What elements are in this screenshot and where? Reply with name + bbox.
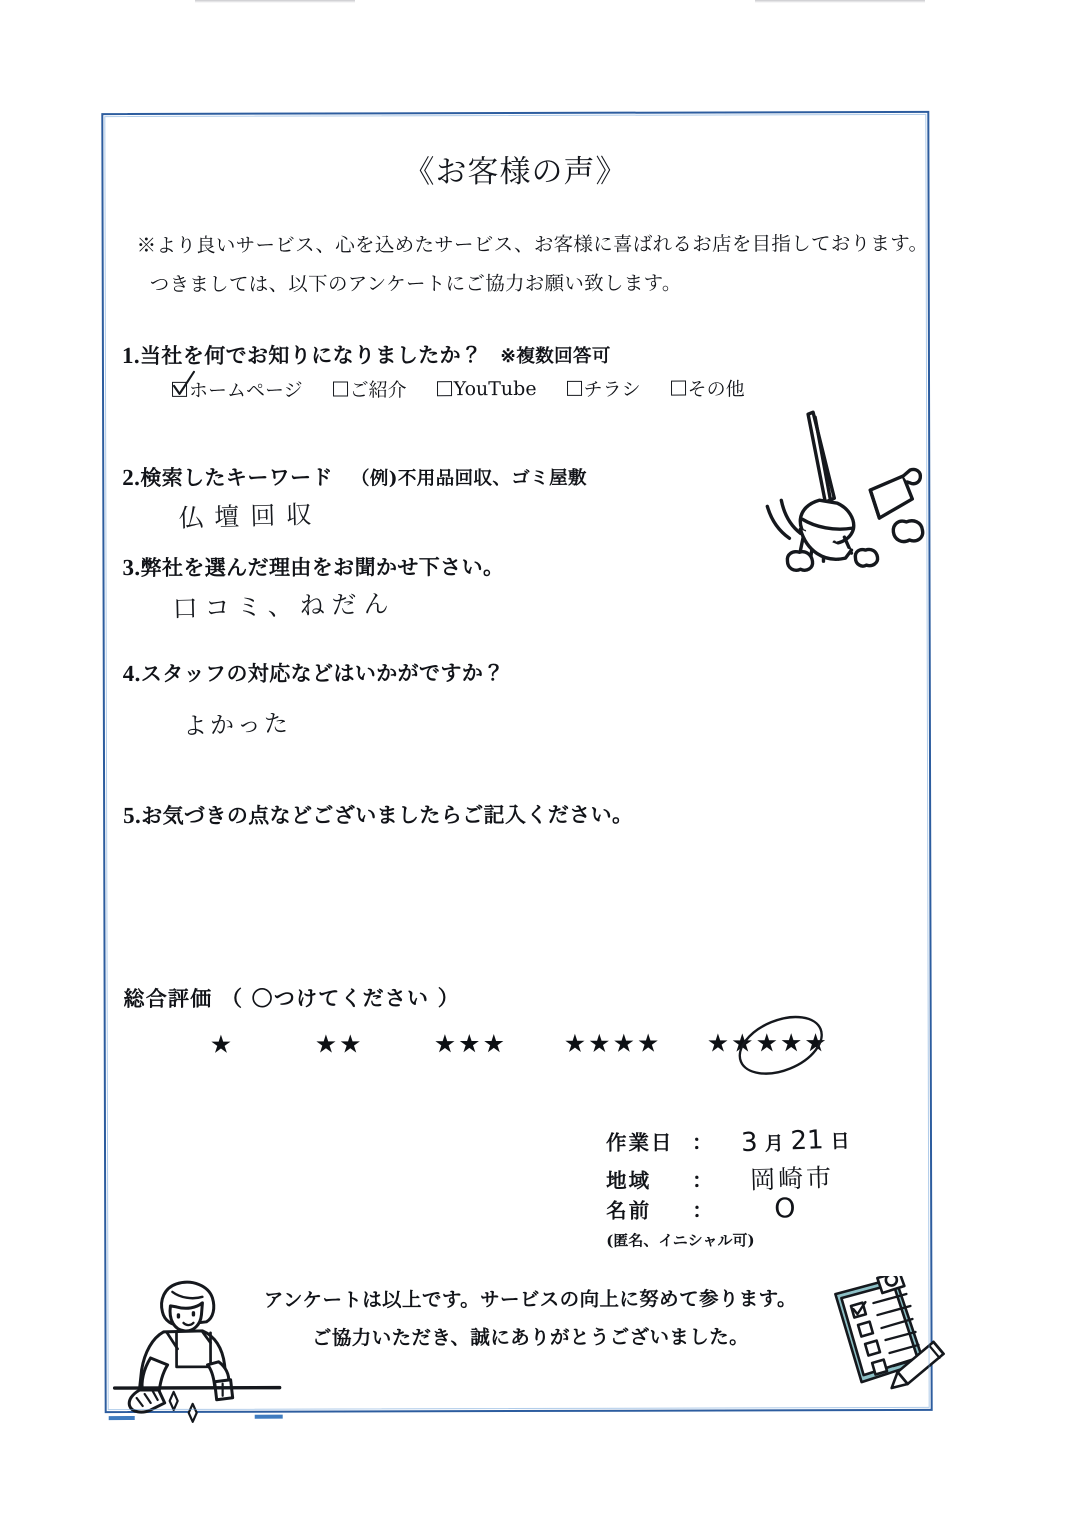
checkbox-youtube[interactable]	[437, 381, 452, 396]
overall-rating-label: 総合評価 （ 〇つけてください ）	[123, 985, 460, 1012]
question-1-note: ※複数回答可	[500, 345, 611, 368]
question-3	[122, 551, 504, 582]
work-date-day-unit: 日	[830, 1130, 851, 1153]
rating-option-4-stars[interactable]: ★★★★	[563, 1028, 662, 1058]
rating-option-3-stars[interactable]: ★★★	[433, 1029, 508, 1059]
area-label: 地域	[606, 1168, 652, 1193]
answer-question-4[interactable]: よかった	[182, 709, 292, 741]
answer-question-3[interactable]: 口コミ、ねだん	[172, 588, 396, 624]
question-1-text: 当社を何でお知りになりましたか？	[139, 342, 483, 368]
question-1	[122, 339, 611, 370]
question-1-options	[172, 374, 745, 402]
name-value[interactable]: O	[774, 1193, 796, 1225]
area-value[interactable]: 岡崎市	[749, 1163, 835, 1195]
meta-fields	[606, 1125, 850, 1251]
rating-option-1-star[interactable]: ★	[209, 1029, 235, 1059]
rating-option-5-stars[interactable]: ★★★★★	[706, 1028, 829, 1058]
page-title: 《お客様の声》	[403, 153, 628, 191]
meta-row-name	[606, 1193, 850, 1228]
meta-row-area	[606, 1159, 850, 1194]
question-4	[123, 657, 505, 688]
name-colon: ：	[692, 1198, 713, 1223]
checkbox-label-other: その他	[687, 378, 745, 401]
question-2-number: 2.	[122, 464, 141, 491]
question-5-text: お気づきの点などございましたらご記入ください。	[141, 801, 634, 828]
name-anonymity-note: (匿名、イニシャル可)	[606, 1231, 755, 1250]
work-date-day-value: 21	[789, 1125, 825, 1157]
question-4-number: 4.	[122, 660, 141, 687]
checkbox-option-other[interactable]	[671, 374, 745, 401]
cleaning-person-illustration	[114, 1270, 279, 1420]
broom-dustpan-illustration	[751, 398, 941, 573]
checkbox-flyer[interactable]	[567, 381, 582, 396]
work-date-label: 作業日	[605, 1130, 674, 1155]
checkbox-option-homepage[interactable]	[172, 376, 303, 403]
question-4-text: スタッフの対応などはいかがですか？	[140, 660, 505, 686]
survey-form-sheet	[101, 111, 932, 1413]
checkbox-label-referral: ご紹介	[349, 379, 407, 402]
checkbox-homepage[interactable]	[172, 382, 187, 397]
checkbox-label-flyer: チラシ	[583, 378, 641, 401]
clipboard-checklist-illustration	[811, 1276, 951, 1396]
answer-question-2[interactable]: 仏壇回収	[177, 499, 323, 533]
question-5	[123, 799, 633, 830]
scan-artifact-right	[755, 0, 925, 3]
question-3-text: 弊社を選んだ理由をお聞かせ下さい。	[140, 554, 505, 580]
work-date-month-value: 3	[740, 1127, 759, 1159]
work-date-month-unit: 月	[764, 1132, 785, 1156]
rating-option-2-stars[interactable]: ★★	[314, 1029, 364, 1059]
question-5-number: 5.	[123, 802, 142, 829]
question-3-number: 3.	[122, 554, 141, 581]
checkbox-option-flyer[interactable]	[567, 375, 641, 402]
meta-row-work-date	[606, 1125, 850, 1160]
closing-message-line-1: アンケートは以上です。サービスの向上に努めて参ります。	[263, 1287, 797, 1312]
checkbox-label-homepage: ホームページ	[188, 379, 303, 402]
question-2-text: 検索したキーワード	[140, 464, 333, 490]
checkbox-referral[interactable]	[333, 381, 348, 396]
work-date-value[interactable]	[733, 1124, 850, 1158]
checkbox-label-youtube: YouTube	[453, 377, 537, 400]
checkbox-option-youtube[interactable]	[437, 377, 537, 399]
closing-message-line-2: ご協力いただき、誠にありがとうございました。	[311, 1325, 750, 1350]
question-2	[122, 461, 587, 492]
intro-text-line-1: ※より良いサービス、心を込めたサービス、お客様に喜ばれるお店を目指しております。	[136, 231, 929, 257]
work-date-colon: ：	[691, 1130, 713, 1155]
scan-artifact-left	[195, 0, 355, 3]
area-colon: ：	[692, 1168, 713, 1193]
checkbox-other[interactable]	[671, 381, 686, 396]
question-1-number: 1.	[121, 342, 141, 369]
name-label: 名前	[606, 1198, 652, 1223]
overall-rating-row	[202, 1028, 902, 1086]
intro-text-line-2: つきましては、以下のアンケートにご協力お願い致します。	[149, 271, 682, 296]
checkbox-option-referral[interactable]	[333, 375, 407, 402]
question-2-note: （例)不用品回収、ゴミ屋敷	[350, 467, 587, 490]
